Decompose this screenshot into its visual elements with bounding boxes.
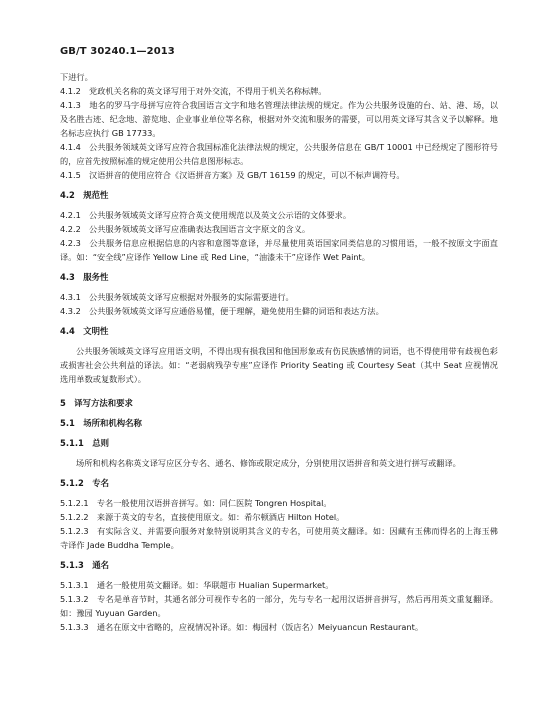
clause-4-2-3: 4.2.3 公共服务信息应根据信息的内容和意图等意译，并尽量使用英语国家同类信息的习惯用语，一般不按原文字面直译。如：“安全线”应译作 Yellow Line 或 Red Line，“油漆未干”应译作 Wet Paint。 bbox=[60, 238, 498, 262]
clause-4-1-2: 4.1.2 党政机关名称的英文译写用于对外交流，不得用于机关名称标牌。 bbox=[60, 86, 327, 96]
paragraph-4-4: 公共服务领域英文译写应用语文明，不得出现有损我国和他国形象或有伤民族感情的词语，也不得使用带有歧视色彩或损害社会公共利益的译法。如：“老弱病残孕专座”应译作 Priority Seating 或 Courtesy Seat（其中 Seat 应视情况选用单数或复数形式）。 bbox=[60, 346, 498, 384]
section-heading-5-1-3: 5.1.3 通名 bbox=[60, 560, 109, 570]
clause-4-1-3: 4.1.3 地名的罗马字母拼写应符合我国语言文字和地名管理法律法规的规定。作为公共服务设施的台、站、港、场，以及名胜古迹、纪念地、游览地、企业事业单位等名称，根据对外交流和服务的需要，可以用英文译写其含义予以解释。地名标志应执行 GB 17733。 bbox=[60, 100, 498, 138]
clause-4-2-2: 4.2.2 公共服务领域英文译写应准确表达我国语言文字原文的含义。 bbox=[60, 224, 311, 234]
clause-4-3-2: 4.3.2 公共服务领域英文译写应通俗易懂，便于理解，避免使用生僻的词语和表达方法。 bbox=[60, 306, 384, 316]
clause-5-1-2-2: 5.1.2.2 来源于英文的专名，直接使用原文。如：希尔顿酒店 Hilton Hotel。 bbox=[60, 512, 345, 522]
section-heading-5: 5 译写方法和要求 bbox=[60, 398, 133, 408]
clause-5-1-3-3: 5.1.3.3 通名在原文中省略的，应视情况补译。如：梅园村（饭店名）Meiyuancun Restaurant。 bbox=[60, 622, 424, 632]
clause-4-2-1: 4.2.1 公共服务领域英文译写应符合英文使用规范以及英文公示语的文体要求。 bbox=[60, 210, 352, 220]
clause-4-1-5: 4.1.5 汉语拼音的使用应符合《汉语拼音方案》及 GB/T 16159 的规定，可以不标声调符号。 bbox=[60, 170, 405, 180]
section-heading-4-2: 4.2 规范性 bbox=[60, 190, 109, 200]
section-heading-5-1: 5.1 场所和机构名称 bbox=[60, 418, 142, 428]
document-body bbox=[60, 70, 498, 634]
clause-5-1-2-1: 5.1.2.1 专名一般使用汉语拼音拼写。如：同仁医院 Tongren Hospital。 bbox=[60, 498, 332, 508]
section-heading-5-1-2: 5.1.2 专名 bbox=[60, 478, 109, 488]
clause-5-1-3-2: 5.1.3.2 专名是单音节时，其通名部分可视作专名的一部分，先与专名一起用汉语拼音拼写，然后再用英文重复翻译。如：豫园 Yuyuan Garden。 bbox=[60, 594, 498, 618]
paragraph-5-1-1: 场所和机构名称英文译写应区分专名、通名、修饰或限定成分，分别使用汉语拼音和英文进行拼写或翻译。 bbox=[76, 458, 461, 468]
clause-5-1-3-1: 5.1.3.1 通名一般使用英文翻译。如：华联超市 Hualian Supermarket。 bbox=[60, 580, 334, 590]
section-heading-5-1-1: 5.1.1 总则 bbox=[60, 438, 109, 448]
section-heading-4-3: 4.3 服务性 bbox=[60, 272, 109, 282]
paragraph: 下进行。 bbox=[60, 72, 93, 82]
standard-code-header: GB/T 30240.1—2013 bbox=[60, 46, 175, 57]
clause-5-1-2-3: 5.1.2.3 有实际含义、并需要向服务对象特别说明其含义的专名，可使用英文翻译。如：因藏有玉佛而得名的上海玉佛寺译作 Jade Buddha Temple。 bbox=[60, 526, 498, 550]
section-heading-4-4: 4.4 文明性 bbox=[60, 326, 109, 336]
clause-4-1-4: 4.1.4 公共服务领域英文译写应符合我国标准化法律法规的规定，公共服务信息在 GB/T 10001 中已经规定了图形符号的，应首先按照标准的规定使用公共信息图形标志。 bbox=[60, 142, 498, 166]
clause-4-3-1: 4.3.1 公共服务领域英文译写应根据对外服务的实际需要进行。 bbox=[60, 292, 294, 302]
